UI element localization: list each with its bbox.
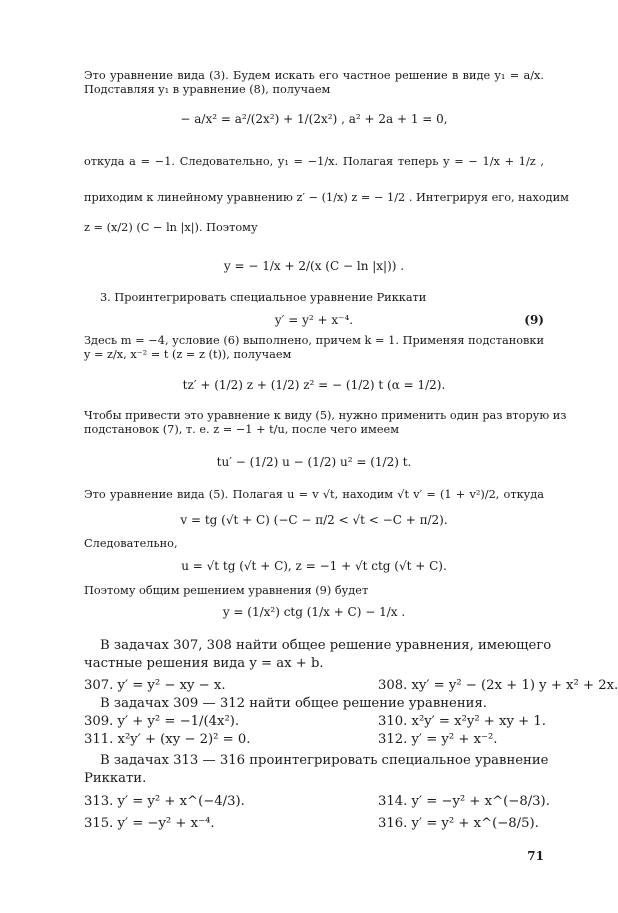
- equation: v = tg (√t + C) (−C − π/2 < √t < −C + π/2).: [180, 513, 448, 527]
- problem-316: 316. y′ = y² + x^(−8/5).: [378, 816, 539, 831]
- problem-307: 307. y′ = y² − xy − x.: [84, 678, 226, 693]
- equation-9: [84, 312, 544, 328]
- text-line: y = z/x, x⁻² = t (z = z (t)), получаем: [84, 348, 292, 361]
- problem-310: 310. x²y′ = x²y² + xy + 1.: [378, 714, 546, 729]
- text-line: откуда a = −1. Следовательно, y₁ = −1/x. Полагая теперь y = − 1/x + 1/z ,: [84, 155, 544, 168]
- equation: y = (1/x²) ctg (1/x + C) − 1/x .: [222, 605, 406, 619]
- text-line: приходим к линейному уравнению z′ − (1/x) z = − 1/2 . Интегрируя его, находим: [84, 191, 569, 204]
- equation: − a/x² = a²/(2x²) + 1/(2x²) , a² + 2a + 1 = 0,: [180, 112, 448, 126]
- text-line: Поэтому общим решением уравнения (9) будет: [84, 584, 369, 597]
- problem-row: [84, 815, 544, 832]
- problems-intro: В задачах 307, 308 найти общее решение уравнения, имеющего: [100, 638, 552, 653]
- equation: u = √t tg (√t + C), z = −1 + √t ctg (√t + C).: [181, 559, 447, 573]
- text-line: Следовательно,: [84, 537, 178, 550]
- problems-intro: В задачах 309 — 312 найти общее решение уравнения.: [100, 696, 487, 711]
- problem-311: 311. x²y′ + (xy − 2)² = 0.: [84, 732, 251, 747]
- text-line: Это уравнение вида (3). Будем искать его частное решение в виде y₁ = a/x.: [84, 69, 544, 82]
- problem-315: 315. y′ = −y² + x⁻⁴.: [84, 816, 215, 831]
- text-line: Подставляя y₁ в уравнение (8), получаем: [84, 83, 331, 96]
- problem-308: 308. xy′ = y² − (2x + 1) y + x² + 2x.: [378, 678, 618, 693]
- equation: tz′ + (1/2) z + (1/2) z² = − (1/2) t (α = 1/2).: [182, 378, 446, 392]
- problems-intro: Риккати.: [84, 771, 147, 786]
- problem-314: 314. y′ = −y² + x^(−8/3).: [378, 794, 550, 809]
- problem-row: [84, 677, 618, 694]
- page-number: 71: [527, 849, 544, 863]
- problem-313: 313. y′ = y² + x^(−4/3).: [84, 794, 245, 809]
- problem-309: 309. y′ + y² = −1/(4x²).: [84, 714, 240, 729]
- text-line: z = (x/2) (C − ln |x|). Поэтому: [84, 221, 258, 234]
- problem-row: [84, 713, 544, 730]
- problems-intro: частные решения вида y = ax + b.: [84, 656, 324, 671]
- problem-312: 312. y′ = y² + x⁻².: [378, 732, 498, 747]
- equation-number: (9): [524, 313, 544, 327]
- text-line: подстановок (7), т. е. z = −1 + t/u, после чего имеем: [84, 423, 399, 436]
- problems-intro: В задачах 313 — 316 проинтегрировать специальное уравнение: [100, 753, 549, 768]
- equation: y = − 1/x + 2/(x (C − ln |x|)) .: [223, 259, 405, 273]
- equation: y′ = y² + x⁻⁴.: [274, 313, 354, 327]
- text-line: Это уравнение вида (5). Полагая u = v √t, находим √t v′ = (1 + v²)/2, откуда: [84, 488, 544, 501]
- text-line: 3. Проинтегрировать специальное уравнение Риккати: [100, 291, 427, 304]
- equation: tu′ − (1/2) u − (1/2) u² = (1/2) t.: [216, 455, 412, 469]
- problem-row: [84, 731, 544, 748]
- problem-row: [84, 793, 550, 810]
- text-line: Чтобы привести это уравнение к виду (5), нужно применить один раз вторую из: [84, 409, 567, 422]
- text-line: Здесь m = −4, условие (6) выполнено, причем k = 1. Применяя подстановки: [84, 334, 544, 347]
